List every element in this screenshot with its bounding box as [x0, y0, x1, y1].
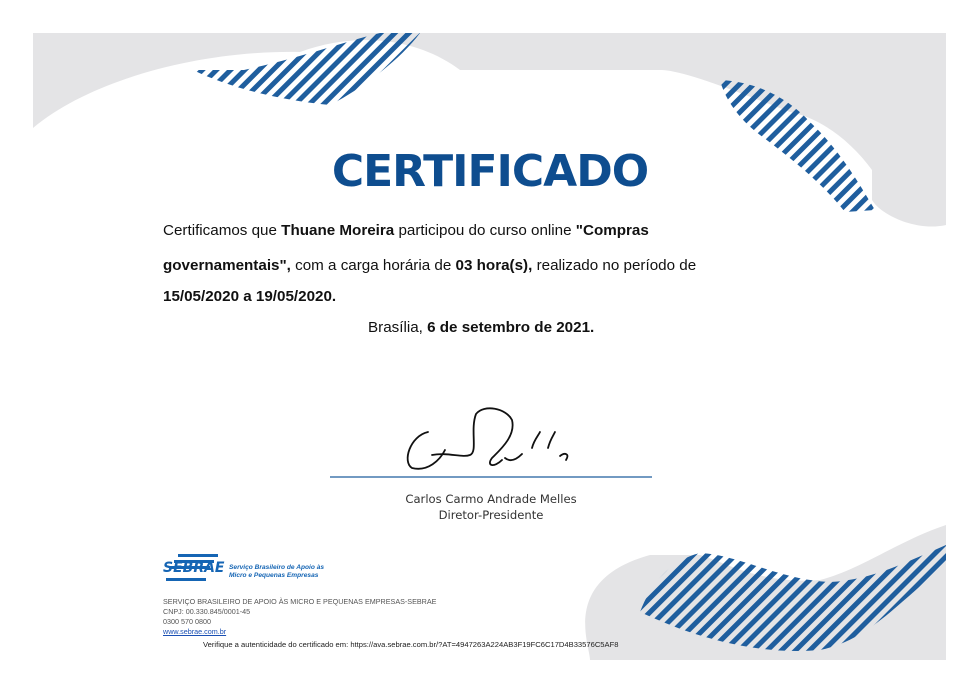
org-name: SERVIÇO BRASILEIRO DE APOIO ÀS MICRO E PEQUENAS EMPRESAS-SEBRAE	[163, 597, 437, 606]
body-line-2	[163, 257, 696, 274]
course-name-end: governamentais",	[163, 257, 291, 274]
org-phone: 0300 570 0800	[163, 617, 211, 626]
place-date	[368, 319, 594, 336]
body-line-1	[163, 222, 649, 239]
line2-middle: com a carga horária de	[290, 257, 456, 274]
signatory-role: Diretor-Presidente	[438, 508, 544, 522]
signature-mark	[408, 408, 568, 468]
participant-name: Thuane Moreira	[281, 222, 395, 239]
sebrae-logo-wordmark: SEBRAE	[163, 560, 225, 576]
line2-suffix: realizado no período de	[532, 257, 697, 274]
course-period: 15/05/2020 a 19/05/2020.	[163, 288, 337, 305]
line1-middle: participou do curso online	[394, 222, 576, 239]
tagline-line-1: Serviço Brasileiro de Apoio às	[229, 564, 325, 571]
website-link[interactable]: www.sebrae.com.br	[163, 627, 227, 636]
signatory-name: Carlos Carmo Andrade Melles	[405, 492, 577, 506]
line1-prefix: Certificamos que	[163, 222, 282, 239]
verification-text: Verifique a autenticidade do certificado em: https://ava.sebrae.com.br/?AT=4947263A224AB3F19FC6C17D4B33576C5AF8	[203, 640, 619, 649]
sebrae-logo-tagline	[229, 564, 324, 580]
course-name-start: "Compras	[575, 222, 649, 239]
org-cnpj: CNPJ: 00.330.845/0001-45	[163, 607, 251, 616]
place: Brasília,	[368, 319, 428, 336]
course-hours: 03 hora(s),	[455, 257, 533, 274]
issue-date: 6 de setembro de 2021.	[427, 319, 595, 336]
certificate-title: CERTIFICADO	[331, 146, 649, 197]
body-line-3	[163, 288, 336, 305]
tagline-line-2: Micro e Pequenas Empresas	[229, 572, 319, 579]
